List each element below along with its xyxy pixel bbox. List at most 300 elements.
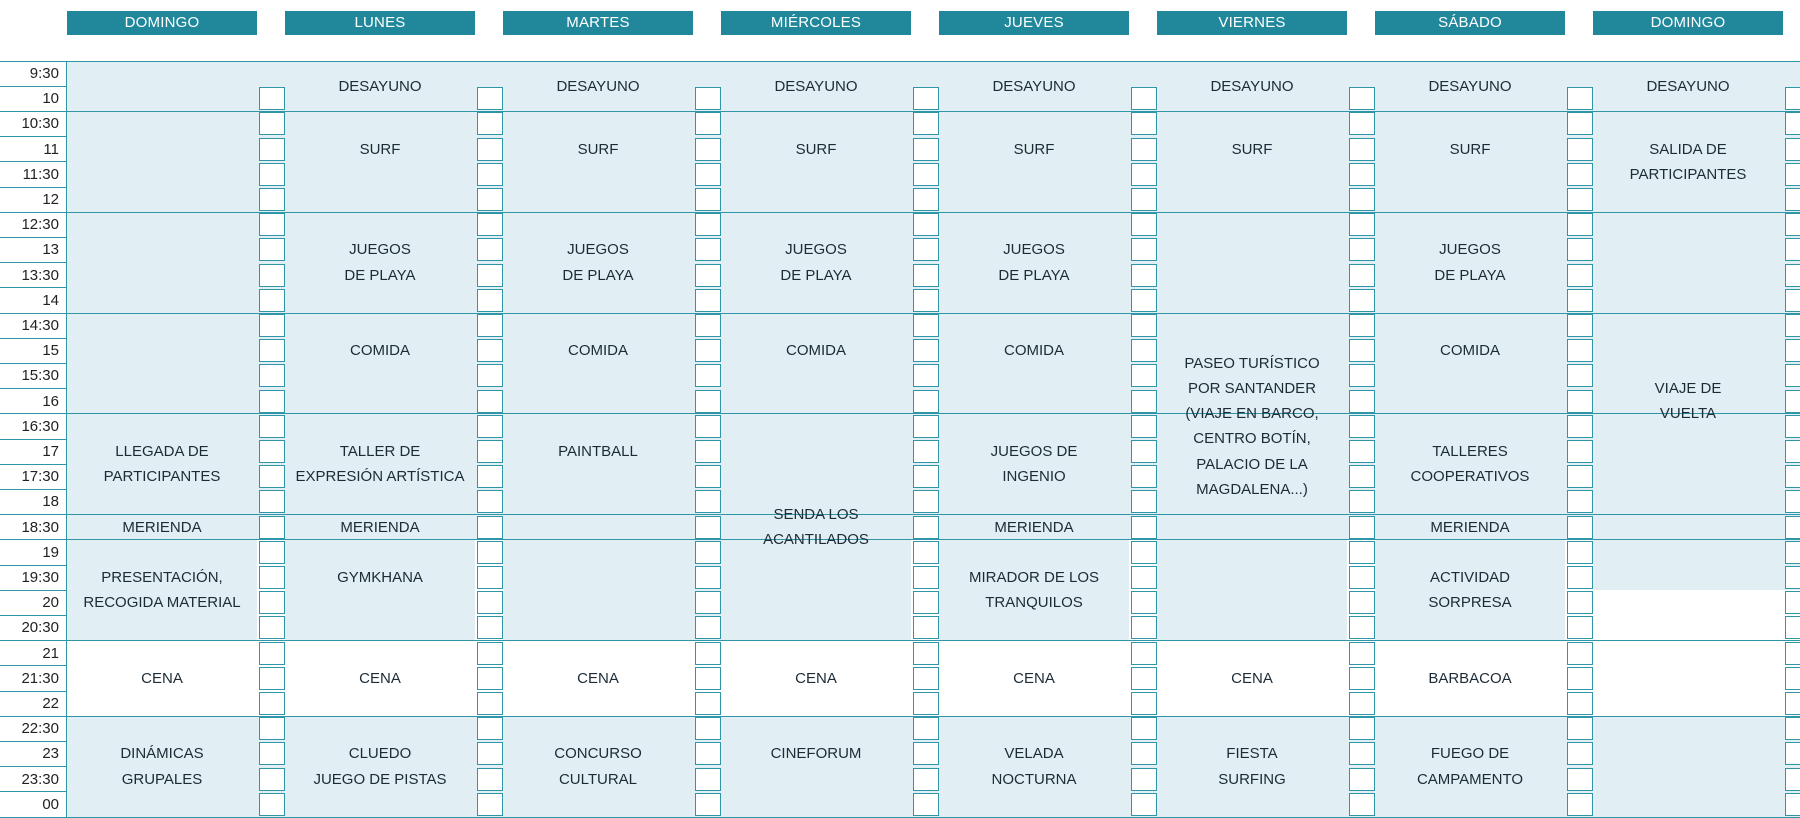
- checkbox[interactable]: [1567, 163, 1593, 186]
- time-label: 18: [42, 493, 59, 511]
- checkbox[interactable]: [913, 264, 939, 287]
- checkbox[interactable]: [1131, 616, 1157, 639]
- checkbox[interactable]: [1349, 339, 1375, 362]
- checkbox[interactable]: [1349, 112, 1375, 135]
- activity-line: DE PLAYA: [780, 266, 852, 284]
- checkbox[interactable]: [1349, 793, 1375, 816]
- checkbox[interactable]: [477, 742, 503, 765]
- activity-line: DE PLAYA: [1434, 266, 1506, 284]
- checkbox[interactable]: [1349, 465, 1375, 488]
- checkbox[interactable]: [1131, 112, 1157, 135]
- activity-line: PARTICIPANTES: [103, 468, 221, 486]
- checkbox[interactable]: [1131, 87, 1157, 110]
- checkbox[interactable]: [1567, 213, 1593, 236]
- checkbox[interactable]: [1785, 87, 1800, 110]
- checkbox[interactable]: [913, 364, 939, 387]
- checkbox[interactable]: [695, 112, 721, 135]
- checkbox[interactable]: [259, 213, 285, 236]
- activity-line: SURF: [795, 140, 837, 158]
- checkbox[interactable]: [913, 465, 939, 488]
- checkbox[interactable]: [1131, 163, 1157, 186]
- activity-label: [1375, 741, 1565, 791]
- checkbox[interactable]: [1567, 591, 1593, 614]
- checkbox[interactable]: [1131, 667, 1157, 690]
- checkbox[interactable]: [1349, 692, 1375, 715]
- checkbox[interactable]: [477, 768, 503, 791]
- day-header: MARTES: [503, 11, 693, 35]
- activity-line: SURFING: [1218, 770, 1286, 788]
- activity-label: [1375, 515, 1565, 540]
- time-label: 16: [42, 392, 59, 410]
- checkbox[interactable]: [913, 238, 939, 261]
- checkbox[interactable]: [913, 213, 939, 236]
- activity-label: [285, 74, 475, 99]
- checkbox[interactable]: [1785, 566, 1800, 589]
- checkbox[interactable]: [259, 516, 285, 539]
- checkbox[interactable]: [695, 238, 721, 261]
- checkbox[interactable]: [259, 314, 285, 337]
- checkbox[interactable]: [1785, 188, 1800, 211]
- activity-label: [503, 137, 693, 162]
- time-label: 23: [42, 745, 59, 763]
- checkbox[interactable]: [477, 163, 503, 186]
- checkbox[interactable]: [1567, 112, 1593, 135]
- checkbox[interactable]: [259, 390, 285, 413]
- checkbox[interactable]: [913, 591, 939, 614]
- checkbox[interactable]: [913, 667, 939, 690]
- checkbox[interactable]: [695, 138, 721, 161]
- activity-label: [285, 565, 475, 590]
- checkbox[interactable]: [913, 415, 939, 438]
- checkbox[interactable]: [913, 742, 939, 765]
- checkbox[interactable]: [477, 339, 503, 362]
- checkbox[interactable]: [259, 364, 285, 387]
- activity-line: CENA: [359, 669, 401, 687]
- time-label: 21: [42, 644, 59, 662]
- checkbox[interactable]: [259, 112, 285, 135]
- checkbox[interactable]: [695, 163, 721, 186]
- checkbox[interactable]: [1131, 793, 1157, 816]
- checkbox[interactable]: [1785, 440, 1800, 463]
- checkbox[interactable]: [1131, 364, 1157, 387]
- checkbox[interactable]: [1785, 642, 1800, 665]
- checkbox[interactable]: [1567, 440, 1593, 463]
- checkbox[interactable]: [259, 717, 285, 740]
- checkbox[interactable]: [259, 138, 285, 161]
- activity-label: [285, 741, 475, 791]
- activity-line: SENDA LOS: [773, 506, 859, 523]
- checkbox[interactable]: [477, 591, 503, 614]
- checkbox[interactable]: [1349, 717, 1375, 740]
- checkbox[interactable]: [695, 742, 721, 765]
- checkbox[interactable]: [1349, 238, 1375, 261]
- checkbox[interactable]: [1785, 465, 1800, 488]
- checkbox[interactable]: [913, 616, 939, 639]
- checkbox[interactable]: [695, 264, 721, 287]
- checkbox[interactable]: [1567, 566, 1593, 589]
- checkbox[interactable]: [1131, 692, 1157, 715]
- activity-label: [67, 565, 257, 615]
- checkbox[interactable]: [1349, 415, 1375, 438]
- checkbox[interactable]: [695, 566, 721, 589]
- checkbox[interactable]: [259, 87, 285, 110]
- checkbox[interactable]: [1349, 616, 1375, 639]
- checkbox[interactable]: [1567, 238, 1593, 261]
- checkbox[interactable]: [1785, 667, 1800, 690]
- checkbox[interactable]: [259, 465, 285, 488]
- checkbox[interactable]: [695, 692, 721, 715]
- checkbox[interactable]: [695, 642, 721, 665]
- checkbox[interactable]: [1131, 314, 1157, 337]
- checkbox[interactable]: [1785, 793, 1800, 816]
- checkbox[interactable]: [913, 138, 939, 161]
- day-header: JUEVES: [939, 11, 1129, 35]
- checkbox[interactable]: [1785, 717, 1800, 740]
- checkbox[interactable]: [913, 112, 939, 135]
- checkbox[interactable]: [477, 490, 503, 513]
- checkbox[interactable]: [695, 490, 721, 513]
- checkbox[interactable]: [477, 390, 503, 413]
- day-header: DOMINGO: [67, 11, 257, 35]
- activity-label: [939, 237, 1129, 287]
- checkbox[interactable]: [477, 138, 503, 161]
- checkbox[interactable]: [695, 440, 721, 463]
- checkbox[interactable]: [1131, 289, 1157, 312]
- checkbox[interactable]: [695, 667, 721, 690]
- day-header: VIERNES: [1157, 11, 1347, 35]
- checkbox[interactable]: [695, 289, 721, 312]
- activity-line: DESAYUNO: [338, 77, 422, 95]
- checkbox[interactable]: [477, 541, 503, 564]
- checkbox[interactable]: [1131, 339, 1157, 362]
- activity-label: [1593, 376, 1783, 426]
- checkbox[interactable]: [259, 742, 285, 765]
- checkbox[interactable]: [1349, 541, 1375, 564]
- activity-line: DE PLAYA: [998, 266, 1070, 284]
- checkbox[interactable]: [477, 793, 503, 816]
- checkbox[interactable]: [1567, 264, 1593, 287]
- checkbox[interactable]: [477, 642, 503, 665]
- checkbox[interactable]: [259, 541, 285, 564]
- checkbox[interactable]: [477, 440, 503, 463]
- activity-line: DESAYUNO: [774, 77, 858, 95]
- checkbox[interactable]: [695, 390, 721, 413]
- checkbox[interactable]: [913, 87, 939, 110]
- checkbox[interactable]: [1131, 415, 1157, 438]
- activity-line: MAGDALENA...): [1196, 480, 1308, 498]
- activity-label: [67, 515, 257, 540]
- checkbox[interactable]: [1349, 289, 1375, 312]
- checkbox[interactable]: [1567, 692, 1593, 715]
- checkbox[interactable]: [259, 793, 285, 816]
- checkbox[interactable]: [913, 163, 939, 186]
- checkbox[interactable]: [259, 616, 285, 639]
- checkbox[interactable]: [259, 163, 285, 186]
- checkbox[interactable]: [913, 541, 939, 564]
- checkbox[interactable]: [695, 717, 721, 740]
- activity-label: [721, 237, 911, 287]
- checkbox[interactable]: [259, 591, 285, 614]
- checkbox[interactable]: [1567, 390, 1593, 413]
- checkbox[interactable]: [695, 415, 721, 438]
- activity-line: DESAYUNO: [1210, 77, 1294, 95]
- activity-line: COMIDA: [350, 342, 410, 360]
- checkbox[interactable]: [1567, 339, 1593, 362]
- checkbox[interactable]: [1567, 188, 1593, 211]
- checkbox[interactable]: [913, 516, 939, 539]
- checkbox[interactable]: [1567, 364, 1593, 387]
- checkbox[interactable]: [477, 516, 503, 539]
- activity-label: [1375, 565, 1565, 615]
- checkbox[interactable]: [477, 213, 503, 236]
- checkbox[interactable]: [1131, 138, 1157, 161]
- activity-label: [67, 439, 257, 489]
- checkbox[interactable]: [259, 289, 285, 312]
- checkbox[interactable]: [913, 390, 939, 413]
- checkbox[interactable]: [477, 112, 503, 135]
- activity-line: COMIDA: [568, 342, 628, 360]
- checkbox[interactable]: [477, 717, 503, 740]
- checkbox[interactable]: [1785, 768, 1800, 791]
- checkbox[interactable]: [259, 238, 285, 261]
- checkbox[interactable]: [913, 289, 939, 312]
- checkbox[interactable]: [1349, 490, 1375, 513]
- checkbox[interactable]: [1349, 440, 1375, 463]
- activity-label: [721, 502, 911, 552]
- checkbox[interactable]: [1567, 516, 1593, 539]
- checkbox[interactable]: [1349, 390, 1375, 413]
- checkbox[interactable]: [1349, 591, 1375, 614]
- checkbox[interactable]: [477, 616, 503, 639]
- checkbox[interactable]: [1131, 717, 1157, 740]
- activity-line: CINEFORUM: [770, 745, 862, 763]
- checkbox[interactable]: [1567, 768, 1593, 791]
- day-header: MIÉRCOLES: [721, 11, 911, 35]
- checkbox[interactable]: [1567, 616, 1593, 639]
- checkbox[interactable]: [259, 415, 285, 438]
- checkbox[interactable]: [913, 339, 939, 362]
- checkbox[interactable]: [1785, 163, 1800, 186]
- activity-line: TALLER DE: [339, 443, 421, 460]
- checkbox[interactable]: [1349, 87, 1375, 110]
- checkbox[interactable]: [1131, 465, 1157, 488]
- checkbox[interactable]: [259, 264, 285, 287]
- checkbox[interactable]: [1785, 415, 1800, 438]
- checkbox[interactable]: [259, 692, 285, 715]
- checkbox[interactable]: [1567, 314, 1593, 337]
- checkbox[interactable]: [913, 490, 939, 513]
- checkbox[interactable]: [1567, 793, 1593, 816]
- checkbox[interactable]: [1785, 213, 1800, 236]
- checkbox[interactable]: [1567, 465, 1593, 488]
- checkbox[interactable]: [1131, 390, 1157, 413]
- checkbox[interactable]: [1131, 742, 1157, 765]
- checkbox[interactable]: [1785, 516, 1800, 539]
- checkbox[interactable]: [1131, 591, 1157, 614]
- checkbox[interactable]: [1785, 591, 1800, 614]
- checkbox[interactable]: [1131, 490, 1157, 513]
- checkbox[interactable]: [1567, 742, 1593, 765]
- checkbox[interactable]: [1131, 541, 1157, 564]
- checkbox[interactable]: [695, 591, 721, 614]
- checkbox[interactable]: [1567, 541, 1593, 564]
- checkbox[interactable]: [1131, 213, 1157, 236]
- time-label: 13: [42, 241, 59, 259]
- activity-line: VELADA: [1004, 745, 1064, 763]
- checkbox[interactable]: [1349, 768, 1375, 791]
- checkbox[interactable]: [1785, 264, 1800, 287]
- activity-line: SURF: [1231, 140, 1273, 158]
- checkbox[interactable]: [477, 188, 503, 211]
- checkbox[interactable]: [913, 566, 939, 589]
- checkbox[interactable]: [259, 339, 285, 362]
- checkbox[interactable]: [1349, 364, 1375, 387]
- checkbox[interactable]: [1785, 692, 1800, 715]
- checkbox[interactable]: [695, 465, 721, 488]
- checkbox[interactable]: [1131, 768, 1157, 791]
- activity-line: SURF: [359, 140, 401, 158]
- checkbox[interactable]: [1349, 138, 1375, 161]
- checkbox[interactable]: [1131, 238, 1157, 261]
- checkbox[interactable]: [1131, 566, 1157, 589]
- checkbox[interactable]: [1785, 490, 1800, 513]
- activity-label: [285, 338, 475, 363]
- checkbox[interactable]: [1349, 314, 1375, 337]
- checkbox[interactable]: [1785, 314, 1800, 337]
- checkbox[interactable]: [1349, 667, 1375, 690]
- activity-line: DINÁMICAS: [120, 745, 204, 763]
- checkbox[interactable]: [477, 415, 503, 438]
- checkbox[interactable]: [1131, 188, 1157, 211]
- activity-line: ACTIVIDAD: [1429, 569, 1510, 586]
- checkbox[interactable]: [1131, 516, 1157, 539]
- activity-label: [939, 137, 1129, 162]
- checkbox[interactable]: [477, 289, 503, 312]
- activity-label: [721, 741, 911, 766]
- activity-line: COMIDA: [1440, 342, 1500, 360]
- checkbox[interactable]: [259, 188, 285, 211]
- checkbox[interactable]: [695, 364, 721, 387]
- checkbox[interactable]: [1131, 440, 1157, 463]
- checkbox[interactable]: [477, 465, 503, 488]
- activity-line: CENA: [577, 669, 619, 687]
- checkbox[interactable]: [1567, 490, 1593, 513]
- checkbox[interactable]: [1349, 188, 1375, 211]
- checkbox[interactable]: [913, 440, 939, 463]
- activity-label: [939, 565, 1129, 615]
- activity-label: [1593, 137, 1783, 187]
- checkbox[interactable]: [1785, 541, 1800, 564]
- checkbox[interactable]: [913, 768, 939, 791]
- activity-line: INGENIO: [1002, 468, 1066, 486]
- checkbox[interactable]: [1785, 742, 1800, 765]
- checkbox[interactable]: [477, 264, 503, 287]
- checkbox[interactable]: [695, 516, 721, 539]
- checkbox[interactable]: [913, 642, 939, 665]
- checkbox[interactable]: [259, 440, 285, 463]
- activity-line: DESAYUNO: [556, 77, 640, 95]
- activity-label: [939, 338, 1129, 363]
- checkbox[interactable]: [1567, 138, 1593, 161]
- checkbox[interactable]: [477, 87, 503, 110]
- activity-label: [1375, 74, 1565, 99]
- checkbox[interactable]: [1785, 390, 1800, 413]
- checkbox[interactable]: [695, 768, 721, 791]
- checkbox[interactable]: [477, 314, 503, 337]
- checkbox[interactable]: [1349, 742, 1375, 765]
- checkbox[interactable]: [1349, 516, 1375, 539]
- checkbox[interactable]: [477, 692, 503, 715]
- checkbox[interactable]: [695, 87, 721, 110]
- checkbox[interactable]: [1349, 642, 1375, 665]
- checkbox[interactable]: [913, 717, 939, 740]
- checkbox[interactable]: [477, 364, 503, 387]
- checkbox[interactable]: [695, 188, 721, 211]
- checkbox[interactable]: [1785, 138, 1800, 161]
- activity-line: SALIDA DE: [1649, 140, 1727, 158]
- checkbox[interactable]: [1567, 87, 1593, 110]
- checkbox[interactable]: [477, 667, 503, 690]
- checkbox[interactable]: [1131, 642, 1157, 665]
- checkbox[interactable]: [259, 490, 285, 513]
- shaded-block: [1157, 540, 1347, 641]
- activity-line: DE PLAYA: [562, 266, 634, 284]
- checkbox[interactable]: [1567, 717, 1593, 740]
- checkbox[interactable]: [1785, 238, 1800, 261]
- checkbox[interactable]: [1349, 264, 1375, 287]
- grid-line: [0, 817, 1800, 818]
- checkbox[interactable]: [695, 339, 721, 362]
- activity-line: PAINTBALL: [558, 443, 638, 460]
- checkbox[interactable]: [695, 213, 721, 236]
- checkbox[interactable]: [695, 616, 721, 639]
- checkbox[interactable]: [1785, 289, 1800, 312]
- checkbox[interactable]: [1349, 213, 1375, 236]
- checkbox[interactable]: [259, 642, 285, 665]
- checkbox[interactable]: [259, 566, 285, 589]
- checkbox[interactable]: [695, 314, 721, 337]
- checkbox[interactable]: [1567, 289, 1593, 312]
- checkbox[interactable]: [1785, 339, 1800, 362]
- activity-line: SURF: [577, 140, 619, 158]
- checkbox[interactable]: [695, 793, 721, 816]
- checkbox[interactable]: [477, 238, 503, 261]
- checkbox[interactable]: [477, 566, 503, 589]
- activity-line: SORPRESA: [1428, 594, 1512, 612]
- checkbox[interactable]: [1785, 112, 1800, 135]
- checkbox[interactable]: [913, 692, 939, 715]
- activity-label: [1375, 338, 1565, 363]
- checkbox[interactable]: [1567, 642, 1593, 665]
- checkbox[interactable]: [913, 188, 939, 211]
- checkbox[interactable]: [913, 314, 939, 337]
- checkbox[interactable]: [1785, 616, 1800, 639]
- checkbox[interactable]: [1349, 163, 1375, 186]
- checkbox[interactable]: [1131, 264, 1157, 287]
- checkbox[interactable]: [1349, 566, 1375, 589]
- time-label: 10: [42, 90, 59, 108]
- checkbox[interactable]: [259, 768, 285, 791]
- checkbox[interactable]: [695, 541, 721, 564]
- activity-line: CENA: [141, 669, 183, 687]
- activity-line: BARBACOA: [1428, 669, 1512, 687]
- checkbox[interactable]: [913, 793, 939, 816]
- activity-line: COMIDA: [786, 342, 846, 360]
- checkbox[interactable]: [259, 667, 285, 690]
- checkbox[interactable]: [1567, 415, 1593, 438]
- checkbox[interactable]: [1785, 364, 1800, 387]
- checkbox[interactable]: [1567, 667, 1593, 690]
